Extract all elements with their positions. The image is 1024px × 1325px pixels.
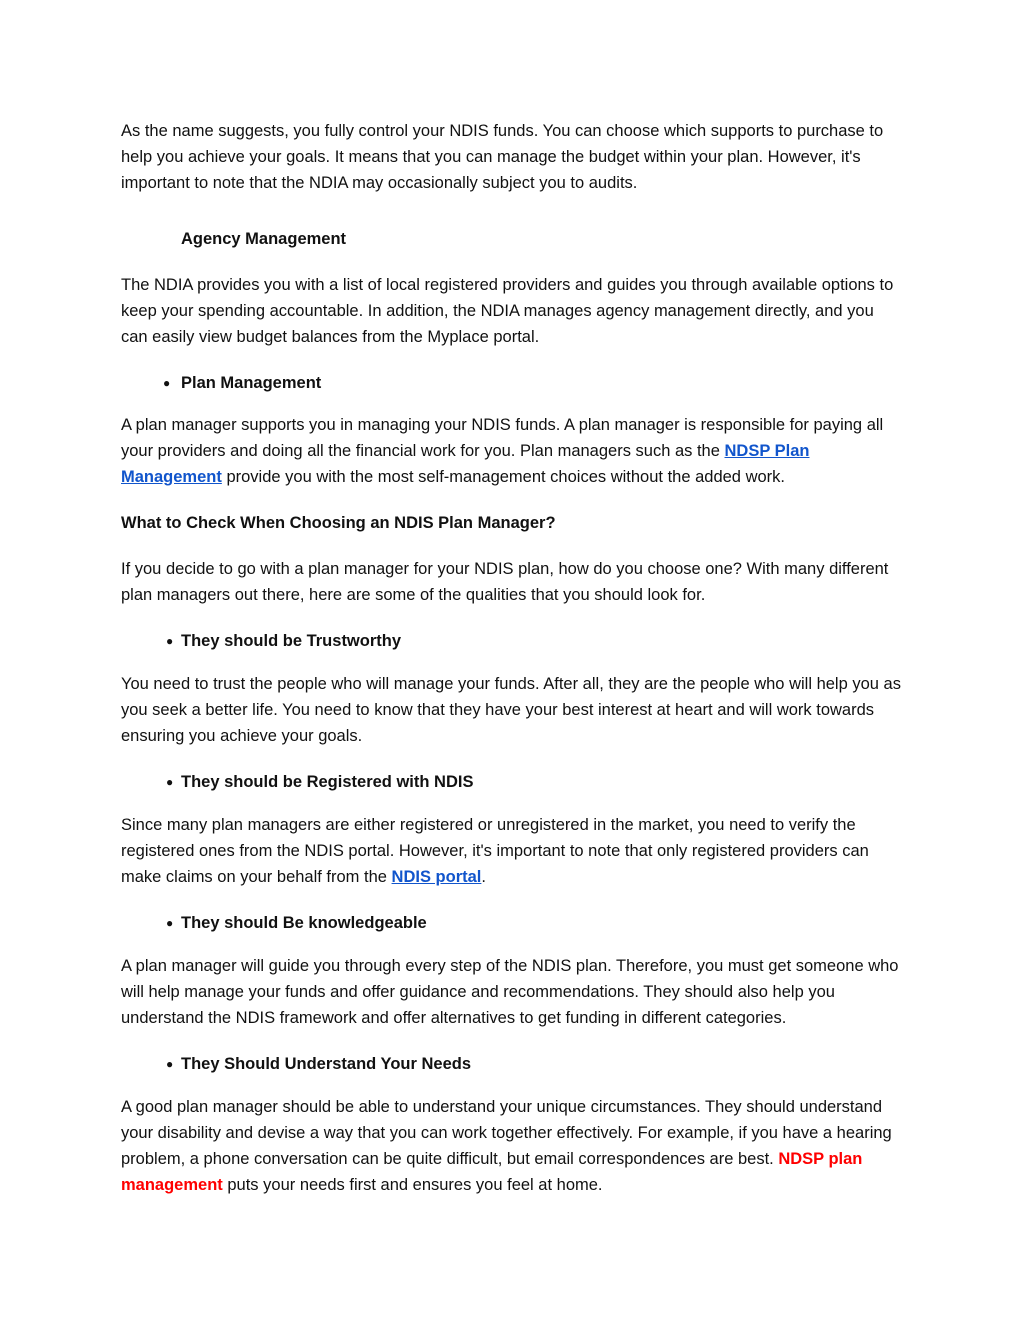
needs-text-after: puts your needs first and ensures you feel at home. — [222, 1176, 603, 1194]
plan-text-before: A plan manager supports you in managing your NDIS funds. A plan manager is responsible for paying all your providers and doing all the financial work for you. Plan managers such as the — [121, 416, 884, 460]
plan-text-after: provide you with the most self-management choices without the added work. — [221, 468, 785, 486]
section-heading: What to Check When Choosing an NDIS Plan Manager? — [121, 514, 556, 532]
ndsp-plan-management-highlight: NDSP plan management — [121, 1150, 863, 1194]
agency-management-subheading — [121, 226, 901, 252]
plan-management-subheading — [121, 370, 901, 396]
subheading-text: Agency Management — [181, 230, 347, 248]
subheading-text: They should Be knowledgeable — [181, 914, 427, 932]
bullet-icon: ● — [166, 1057, 174, 1071]
bullet-icon: ● — [166, 916, 174, 930]
ndsp-plan-management-link[interactable]: NDSP Plan Management — [121, 442, 810, 486]
document-page — [121, 118, 901, 1198]
knowledgeable-paragraph: A plan manager will guide you through every step of the NDIS plan. Therefore, you must get someone who will help manage your funds and offer guidance and recommendations. They should also help you understand the NDIS framework and offer alternatives to get funding in different categories. — [121, 957, 899, 1027]
subheading-text: They Should Understand Your Needs — [181, 1055, 472, 1073]
plan-management-paragraph — [121, 412, 901, 490]
agency-paragraph: The NDIA provides you with a list of local registered providers and guides you through available options to keep your spending accountable. In addition, the NDIA manages agency management directly, and you can easily view budget balances from the Myplace portal. — [121, 276, 894, 346]
knowledgeable-subheading — [121, 910, 901, 936]
bullet-icon: ● — [163, 376, 171, 390]
registered-paragraph — [121, 812, 901, 890]
needs-paragraph — [121, 1094, 901, 1198]
subheading-text: They should be Trustworthy — [181, 632, 402, 650]
needs-text-before: A good plan manager should be able to understand your unique circumstances. They should understand your disability and devise a way that you can work together effectively. For example, if you have a hearing problem, a phone conversation can be quite difficult, but email correspondences are best. — [121, 1098, 892, 1168]
needs-subheading — [121, 1051, 901, 1077]
subheading-text: Plan Management — [181, 374, 322, 392]
bullet-icon: ● — [166, 775, 174, 789]
trustworthy-paragraph: You need to trust the people who will manage your funds. After all, they are the people who will help you as you seek a better life. You need to know that they have your best interest at heart and will work towards ensuring you achieve your goals. — [121, 675, 901, 745]
registered-subheading — [121, 769, 901, 795]
registered-text-before: Since many plan managers are either registered or unregistered in the market, you need to verify the registered ones from the NDIS portal. However, it's important to note that only registered providers can make claims on your behalf from the — [121, 816, 869, 886]
ndis-portal-link[interactable]: NDIS portal — [391, 868, 482, 886]
registered-text-after: . — [481, 868, 486, 886]
subheading-text: They should be Registered with NDIS — [181, 773, 474, 791]
bullet-icon: ● — [166, 634, 174, 648]
choose-paragraph: If you decide to go with a plan manager for your NDIS plan, how do you choose one? With many different plan managers out there, here are some of the qualities that you should look for. — [121, 560, 889, 604]
intro-paragraph: As the name suggests, you fully control your NDIS funds. You can choose which supports to purchase to help you achieve your goals. It means that you can manage the budget within your plan. However, it's important to note that the NDIA may occasionally subject you to audits. — [121, 122, 884, 192]
trustworthy-subheading — [121, 628, 901, 654]
